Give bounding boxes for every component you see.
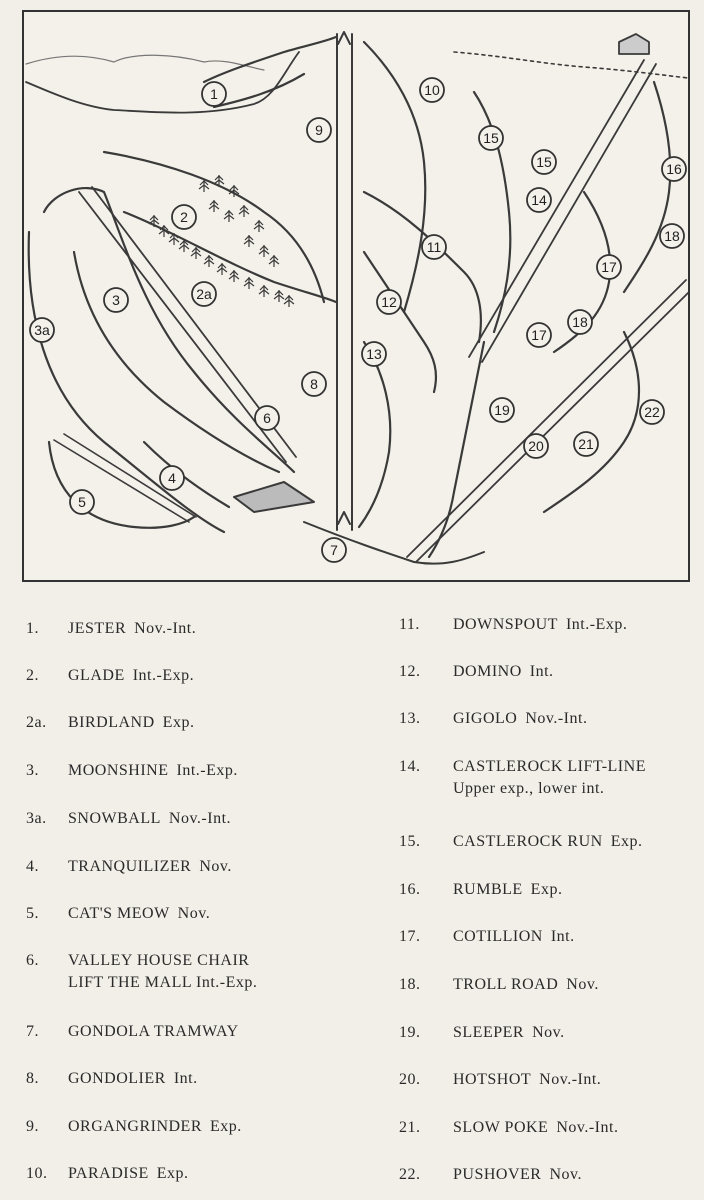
trail-marker-label: 8 — [310, 376, 318, 392]
legend-difficulty: Nov.-Int. — [556, 1119, 619, 1136]
legend-number: 19. — [399, 1024, 421, 1041]
legend-number: 12. — [399, 663, 421, 680]
tree-icon — [259, 245, 269, 257]
trail-marker-label: 7 — [330, 542, 338, 558]
tree-icon — [217, 263, 227, 275]
tree-icon — [259, 285, 269, 297]
legend-number: 17. — [399, 928, 421, 945]
legend-trail-name: MOONSHINE — [68, 762, 169, 779]
trail-marker-label: 11 — [426, 239, 442, 255]
legend-number: 21. — [399, 1119, 421, 1136]
trail-outline-moonshine — [74, 252, 279, 472]
legend-item — [26, 1021, 239, 1043]
legend-number: 7. — [26, 1023, 39, 1040]
gondola-arrow-top — [338, 32, 350, 44]
legend-item — [26, 1116, 242, 1138]
legend-item — [399, 708, 587, 730]
tree-icon — [149, 215, 159, 227]
trail-outline-11 — [364, 192, 481, 342]
legend-trail-name: SNOWBALL — [68, 810, 161, 827]
legend-trail-name: GLADE — [68, 667, 125, 684]
legend-item — [26, 903, 210, 925]
trail-map-drawing — [24, 12, 688, 580]
tree-icon — [191, 247, 201, 259]
legend-trail-name: COTILLION — [453, 928, 543, 945]
legend-number: 6. — [26, 952, 39, 969]
legend-item — [26, 950, 257, 994]
tree-icon — [204, 255, 214, 267]
legend-item — [26, 1163, 189, 1185]
legend-second-line: LIFT THE MALL Int.-Exp. — [68, 974, 258, 991]
legend-difficulty: Exp. — [162, 714, 195, 731]
trail-marker-label: 3a — [34, 322, 50, 338]
legend-difficulty: Int. — [550, 928, 575, 945]
trail-marker-label: 17 — [531, 327, 547, 343]
legend-item — [399, 1069, 601, 1091]
trail-marker-label: 13 — [366, 346, 382, 362]
legend-item — [399, 974, 599, 996]
legend-trail-name: PARADISE — [68, 1165, 149, 1182]
legend-difficulty: Nov. — [177, 905, 211, 922]
trail-outline-13 — [359, 342, 390, 527]
castlerock-lift — [469, 60, 656, 362]
legend-difficulty: Exp. — [610, 833, 643, 850]
legend-difficulty: Exp. — [156, 1165, 189, 1182]
trail-marker-label: 1 — [210, 86, 218, 102]
trail-marker-label: 12 — [381, 294, 397, 310]
legend-trail-name: BIRDLAND — [68, 714, 155, 731]
tree-icon — [229, 270, 239, 282]
legend-item — [399, 1117, 618, 1139]
trail-marker-label: 22 — [644, 404, 660, 420]
legend-number: 18. — [399, 976, 421, 993]
legend-item — [399, 614, 627, 636]
legend-trail-name: VALLEY HOUSE CHAIR — [68, 952, 250, 969]
legend-number: 20. — [399, 1071, 421, 1088]
legend-number: 2. — [26, 667, 39, 684]
legend-difficulty: Exp. — [530, 881, 563, 898]
tree-icon — [269, 255, 279, 267]
legend-number: 5. — [26, 905, 39, 922]
legend-trail-name: JESTER — [68, 620, 127, 637]
base-lodge — [234, 482, 314, 512]
legend-item — [399, 926, 575, 948]
trail-map — [22, 10, 690, 582]
legend-difficulty: Int. — [529, 663, 554, 680]
trail-marker-label: 2a — [196, 286, 212, 302]
legend-difficulty: Nov. — [566, 976, 599, 993]
legend-number: 11. — [399, 616, 420, 633]
legend-number: 3a. — [26, 810, 47, 827]
legend-item — [399, 831, 642, 853]
legend-number: 16. — [399, 881, 421, 898]
legend-trail-name: RUMBLE — [453, 881, 523, 898]
legend-item — [26, 1068, 198, 1090]
legend-number: 4. — [26, 858, 39, 875]
legend-item — [399, 1164, 582, 1186]
trail-outline-12 — [364, 252, 436, 392]
legend-number: 14. — [399, 758, 421, 775]
legend-trail-name: GONDOLIER — [68, 1070, 166, 1087]
legend-item — [399, 661, 554, 683]
trail-marker-label: 15 — [536, 154, 552, 170]
tree-icon — [274, 290, 284, 302]
legend-difficulty: Exp. — [210, 1118, 242, 1135]
tree-icon — [239, 205, 249, 217]
ridge-right — [454, 52, 688, 78]
trail-outline-birdland — [124, 212, 336, 302]
legend-trail-name: ORGANGRINDER — [68, 1118, 202, 1135]
legend-difficulty: Nov.-Int. — [134, 620, 197, 637]
trail-marker-label: 19 — [494, 402, 510, 418]
legend-trail-name: HOTSHOT — [453, 1071, 532, 1088]
trail-marker-label: 5 — [78, 494, 86, 510]
legend-item — [26, 665, 194, 687]
tree-icon — [224, 210, 234, 222]
legend-trail-name: CASTLEROCK RUN — [453, 833, 603, 850]
trail-marker-label: 21 — [578, 436, 594, 452]
trail-marker-label: 17 — [601, 259, 617, 275]
legend-number: 9. — [26, 1118, 39, 1135]
legend-difficulty: Int.-Exp. — [565, 616, 628, 633]
legend-item — [26, 618, 196, 640]
trail-outline-3 — [44, 188, 294, 472]
legend-trail-name: GONDOLA TRAMWAY — [68, 1023, 239, 1040]
gondola-line — [337, 34, 352, 530]
trail-marker-label: 4 — [168, 470, 176, 486]
legend-difficulty: Int. — [173, 1070, 198, 1087]
legend-difficulty: Nov.-Int. — [525, 710, 588, 727]
tree-icon — [209, 200, 219, 212]
legend-trail-name: GIGOLO — [453, 710, 518, 727]
trail-marker-label: 20 — [528, 438, 544, 454]
legend-trail-name: PUSHOVER — [453, 1166, 542, 1183]
legend-trail-name: TRANQUILIZER — [68, 858, 192, 875]
legend-trail-name: CASTLEROCK LIFT-LINE — [453, 758, 646, 775]
trail-marker-label: 9 — [315, 122, 323, 138]
trail-outline-10 — [364, 42, 425, 312]
trail-marker-label: 6 — [263, 410, 271, 426]
legend-difficulty: Nov. — [549, 1166, 582, 1183]
tree-icon — [254, 220, 264, 232]
trail-outline-tranq — [144, 442, 229, 507]
trail-marker-label: 15 — [483, 130, 499, 146]
trail-marker-label: 14 — [531, 192, 547, 208]
legend-difficulty: Nov. — [532, 1024, 565, 1041]
legend-number: 13. — [399, 710, 421, 727]
legend-item — [399, 1022, 565, 1044]
legend-item — [26, 808, 231, 830]
legend-item — [399, 879, 562, 901]
legend-number: 10. — [26, 1165, 48, 1182]
legend-trail-name: DOWNSPOUT — [453, 616, 558, 633]
legend-item — [26, 712, 194, 734]
trail-outline-19 — [429, 342, 484, 557]
summit-hut — [619, 34, 649, 54]
legend-number: 1. — [26, 620, 39, 637]
legend-difficulty: Nov. — [199, 858, 232, 875]
gondola-arrow-bottom — [338, 512, 350, 524]
legend-trail-name: SLEEPER — [453, 1024, 525, 1041]
legend-difficulty: Nov.-Int. — [168, 810, 232, 827]
legend-number: 8. — [26, 1070, 39, 1087]
distant-mountains — [26, 55, 264, 70]
trail-marker-label: 10 — [424, 82, 440, 98]
legend-number: 22. — [399, 1166, 421, 1183]
trail-marker-label: 3 — [112, 292, 120, 308]
legend-number: 15. — [399, 833, 421, 850]
tree-icon — [169, 233, 179, 245]
legend-second-line: Upper exp., lower int. — [453, 780, 605, 797]
tree-icon — [244, 277, 254, 289]
legend-trail-name: TROLL ROAD — [453, 976, 559, 993]
trail-outline-3a — [29, 232, 224, 532]
legend-item — [26, 856, 232, 878]
legend-difficulty: Int.-Exp. — [176, 762, 238, 779]
trail-outline-16 — [624, 82, 670, 292]
legend-trail-name: SLOW POKE — [453, 1119, 549, 1136]
trail-marker-label: 2 — [180, 209, 188, 225]
legend-item — [399, 756, 646, 800]
trail-marker-label: 16 — [666, 161, 682, 177]
trail-marker-label: 18 — [664, 228, 680, 244]
trail-marker-label: 18 — [572, 314, 588, 330]
legend-number: 2a. — [26, 714, 47, 731]
tree-icon — [284, 295, 294, 307]
tree-icon — [244, 235, 254, 247]
legend-trail-name: CAT'S MEOW — [68, 905, 170, 922]
legend-difficulty: Nov.-Int. — [539, 1071, 602, 1088]
trail-outline-2 — [104, 152, 324, 302]
legend-difficulty: Int.-Exp. — [132, 667, 195, 684]
legend-item — [26, 760, 238, 782]
legend-number: 3. — [26, 762, 39, 779]
legend-trail-name: DOMINO — [453, 663, 522, 680]
